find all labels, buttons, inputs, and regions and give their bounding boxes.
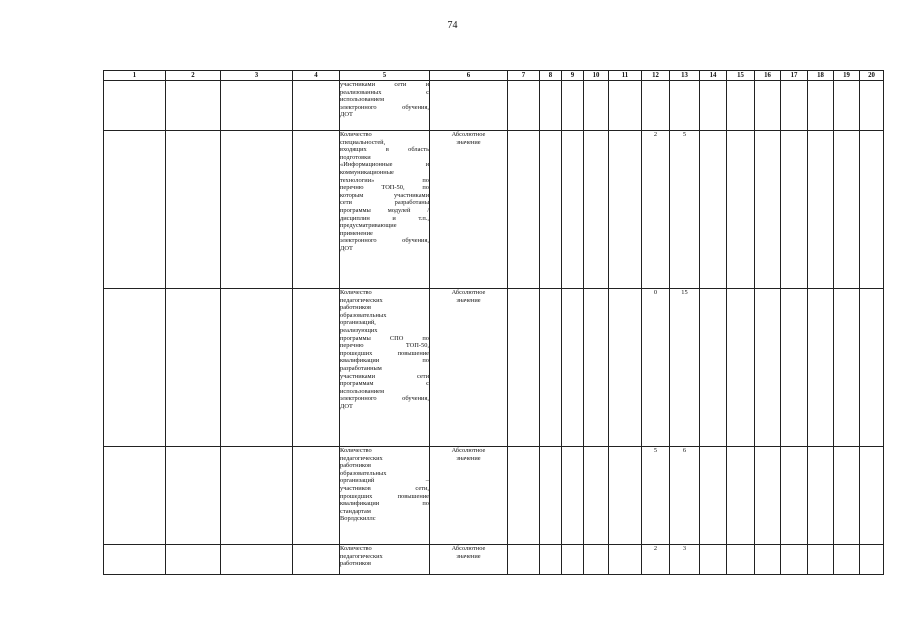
column-header-11: 11 xyxy=(609,71,642,81)
description-line: педагогических xyxy=(340,552,383,560)
empty-cell xyxy=(293,447,340,545)
description-line: электронного обучения, xyxy=(340,395,429,403)
empty-cell xyxy=(166,131,221,289)
empty-cell xyxy=(700,447,727,545)
empty-cell xyxy=(781,131,808,289)
description-line: программы модулей / xyxy=(340,206,429,214)
column-header-12: 12 xyxy=(642,71,670,81)
empty-cell xyxy=(609,81,642,131)
empty-cell xyxy=(540,131,562,289)
unit-line: Абсолютное xyxy=(451,289,486,296)
description-line: квалификации по xyxy=(340,357,429,365)
empty-cell xyxy=(609,545,642,575)
description-line: разработанным xyxy=(340,364,382,372)
value-col-12 xyxy=(642,81,670,131)
empty-cell xyxy=(562,131,584,289)
description-line: электронного обучения, xyxy=(340,237,429,245)
empty-cell xyxy=(808,447,834,545)
empty-cell xyxy=(700,289,727,447)
unit-of-measure xyxy=(430,81,508,131)
column-header-7: 7 xyxy=(508,71,540,81)
page-number: 74 xyxy=(447,20,458,31)
column-header-5: 5 xyxy=(340,71,430,81)
description-line: сети разработаны xyxy=(340,199,429,207)
empty-cell xyxy=(221,545,293,575)
description-line: педагогических xyxy=(340,454,383,462)
header-row xyxy=(104,71,884,81)
description-line: программы СПО по xyxy=(340,334,429,342)
column-header-1: 1 xyxy=(104,71,166,81)
empty-cell xyxy=(808,289,834,447)
empty-cell xyxy=(166,289,221,447)
description-line: технологии» по xyxy=(340,176,429,184)
empty-cell xyxy=(562,447,584,545)
column-header-20: 20 xyxy=(860,71,884,81)
empty-cell xyxy=(609,447,642,545)
unit-line: значение xyxy=(456,296,481,304)
value-col-13 xyxy=(670,81,700,131)
empty-cell xyxy=(727,81,755,131)
empty-cell xyxy=(834,81,860,131)
column-header-2: 2 xyxy=(166,71,221,81)
value-col-13: 6 xyxy=(670,447,700,545)
empty-cell xyxy=(755,545,781,575)
description-line: ДОТ xyxy=(340,244,353,252)
description-line: ДОТ xyxy=(340,111,353,119)
table-row xyxy=(104,545,884,575)
description-line: дисциплин и т.п., xyxy=(340,214,429,222)
empty-cell xyxy=(860,447,884,545)
description-line: применение xyxy=(340,229,373,237)
indicator-description xyxy=(340,289,430,447)
unit-line: Абсолютное xyxy=(451,447,486,454)
value-col-12: 5 xyxy=(642,447,670,545)
empty-cell xyxy=(221,81,293,131)
empty-cell xyxy=(727,447,755,545)
column-header-8: 8 xyxy=(540,71,562,81)
description-line: Количество xyxy=(340,545,372,552)
description-line: «Информационные и xyxy=(340,161,429,169)
description-line: программам с xyxy=(340,380,429,388)
description-line: прошедших повышение xyxy=(340,349,429,357)
description-line: использованием xyxy=(340,387,385,395)
empty-cell xyxy=(508,81,540,131)
empty-cell xyxy=(834,545,860,575)
empty-cell xyxy=(508,289,540,447)
table-row xyxy=(104,289,884,447)
indicator-description xyxy=(340,447,430,545)
empty-cell xyxy=(860,81,884,131)
empty-cell xyxy=(860,131,884,289)
indicator-description xyxy=(340,81,430,131)
description-line: квалификации по xyxy=(340,500,429,508)
empty-cell xyxy=(104,447,166,545)
empty-cell xyxy=(781,447,808,545)
description-line: ДОТ xyxy=(340,402,353,410)
empty-cell xyxy=(508,131,540,289)
unit-of-measure xyxy=(430,545,508,575)
column-header-9: 9 xyxy=(562,71,584,81)
empty-cell xyxy=(808,131,834,289)
empty-cell xyxy=(727,131,755,289)
empty-cell xyxy=(781,289,808,447)
empty-cell xyxy=(860,289,884,447)
empty-cell xyxy=(562,289,584,447)
description-line: Количество xyxy=(340,131,372,138)
column-header-17: 17 xyxy=(781,71,808,81)
empty-cell xyxy=(584,131,609,289)
empty-cell xyxy=(104,131,166,289)
empty-cell xyxy=(104,545,166,575)
empty-cell xyxy=(609,289,642,447)
empty-cell xyxy=(834,289,860,447)
description-line: участниками сети и xyxy=(340,81,429,88)
description-line: входящих в область xyxy=(340,146,429,154)
empty-cell xyxy=(540,81,562,131)
empty-cell xyxy=(755,289,781,447)
column-header-4: 4 xyxy=(293,71,340,81)
description-line: Количество xyxy=(340,289,372,296)
indicator-description xyxy=(340,131,430,289)
description-line: работников xyxy=(340,304,372,312)
unit-line: Абсолютное xyxy=(451,131,486,138)
column-header-3: 3 xyxy=(221,71,293,81)
empty-cell xyxy=(293,131,340,289)
table-row xyxy=(104,131,884,289)
empty-cell xyxy=(293,81,340,131)
unit-of-measure xyxy=(430,131,508,289)
empty-cell xyxy=(540,545,562,575)
empty-cell xyxy=(700,545,727,575)
empty-cell xyxy=(781,545,808,575)
empty-cell xyxy=(540,289,562,447)
empty-cell xyxy=(700,81,727,131)
column-header-13: 13 xyxy=(670,71,700,81)
empty-cell xyxy=(166,447,221,545)
empty-cell xyxy=(808,81,834,131)
empty-cell xyxy=(834,131,860,289)
value-col-12: 2 xyxy=(642,131,670,289)
empty-cell xyxy=(221,447,293,545)
value-col-12: 2 xyxy=(642,545,670,575)
empty-cell xyxy=(584,447,609,545)
description-line: Ворлдскиллс xyxy=(340,515,376,523)
column-header-19: 19 xyxy=(834,71,860,81)
description-line: участниками сети xyxy=(340,372,429,380)
description-line: работников xyxy=(340,462,372,470)
description-line: Количество xyxy=(340,447,372,454)
unit-line: значение xyxy=(456,138,481,146)
empty-cell xyxy=(508,447,540,545)
empty-cell xyxy=(755,447,781,545)
value-col-13: 3 xyxy=(670,545,700,575)
column-header-16: 16 xyxy=(755,71,781,81)
empty-cell xyxy=(562,545,584,575)
empty-cell xyxy=(293,289,340,447)
empty-cell xyxy=(508,545,540,575)
value-col-12: 0 xyxy=(642,289,670,447)
empty-cell xyxy=(781,81,808,131)
unit-of-measure xyxy=(430,447,508,545)
empty-cell xyxy=(584,289,609,447)
empty-cell xyxy=(755,131,781,289)
indicators-table xyxy=(103,70,884,575)
empty-cell xyxy=(808,545,834,575)
empty-cell xyxy=(727,289,755,447)
description-line: организаций, xyxy=(340,319,376,327)
description-line: реализованных с xyxy=(340,88,429,96)
description-line: прошедших повышение xyxy=(340,492,429,500)
empty-cell xyxy=(562,81,584,131)
empty-cell xyxy=(293,545,340,575)
column-header-6: 6 xyxy=(430,71,508,81)
empty-cell xyxy=(609,131,642,289)
column-header-18: 18 xyxy=(808,71,834,81)
description-line: образовательных xyxy=(340,469,387,477)
indicator-description xyxy=(340,545,430,575)
empty-cell xyxy=(700,131,727,289)
description-line: педагогических xyxy=(340,296,383,304)
empty-cell xyxy=(540,447,562,545)
column-header-10: 10 xyxy=(584,71,609,81)
empty-cell xyxy=(166,545,221,575)
unit-of-measure xyxy=(430,289,508,447)
empty-cell xyxy=(166,81,221,131)
empty-cell xyxy=(584,545,609,575)
description-line: перечню ТОП-50, по xyxy=(340,184,429,192)
empty-cell xyxy=(104,289,166,447)
empty-cell xyxy=(104,81,166,131)
description-line: участников сети, xyxy=(340,484,429,492)
description-line: реализующих xyxy=(340,326,378,334)
unit-line: значение xyxy=(456,552,481,560)
unit-line: значение xyxy=(456,454,481,462)
column-header-15: 15 xyxy=(727,71,755,81)
description-line: использованием xyxy=(340,96,385,104)
description-line: работников xyxy=(340,560,372,568)
description-line: подготовки xyxy=(340,153,371,161)
description-line: коммуникационные xyxy=(340,168,394,176)
description-line: стандартам xyxy=(340,507,371,515)
empty-cell xyxy=(834,447,860,545)
description-line: которым участниками xyxy=(340,191,429,199)
empty-cell xyxy=(755,81,781,131)
empty-cell xyxy=(727,545,755,575)
table-row xyxy=(104,447,884,545)
description-line: организаций – xyxy=(340,477,429,485)
description-line: перечню ТОП-50, xyxy=(340,342,429,350)
empty-cell xyxy=(221,289,293,447)
empty-cell xyxy=(221,131,293,289)
description-line: предусматривающие xyxy=(340,222,397,230)
column-header-14: 14 xyxy=(700,71,727,81)
unit-line: Абсолютное xyxy=(451,545,486,552)
description-line: специальностей, xyxy=(340,138,386,146)
value-col-13: 15 xyxy=(670,289,700,447)
table-row xyxy=(104,81,884,131)
value-col-13: 5 xyxy=(670,131,700,289)
empty-cell xyxy=(860,545,884,575)
empty-cell xyxy=(584,81,609,131)
description-line: электронного обучения, xyxy=(340,103,429,111)
description-line: образовательных xyxy=(340,311,387,319)
